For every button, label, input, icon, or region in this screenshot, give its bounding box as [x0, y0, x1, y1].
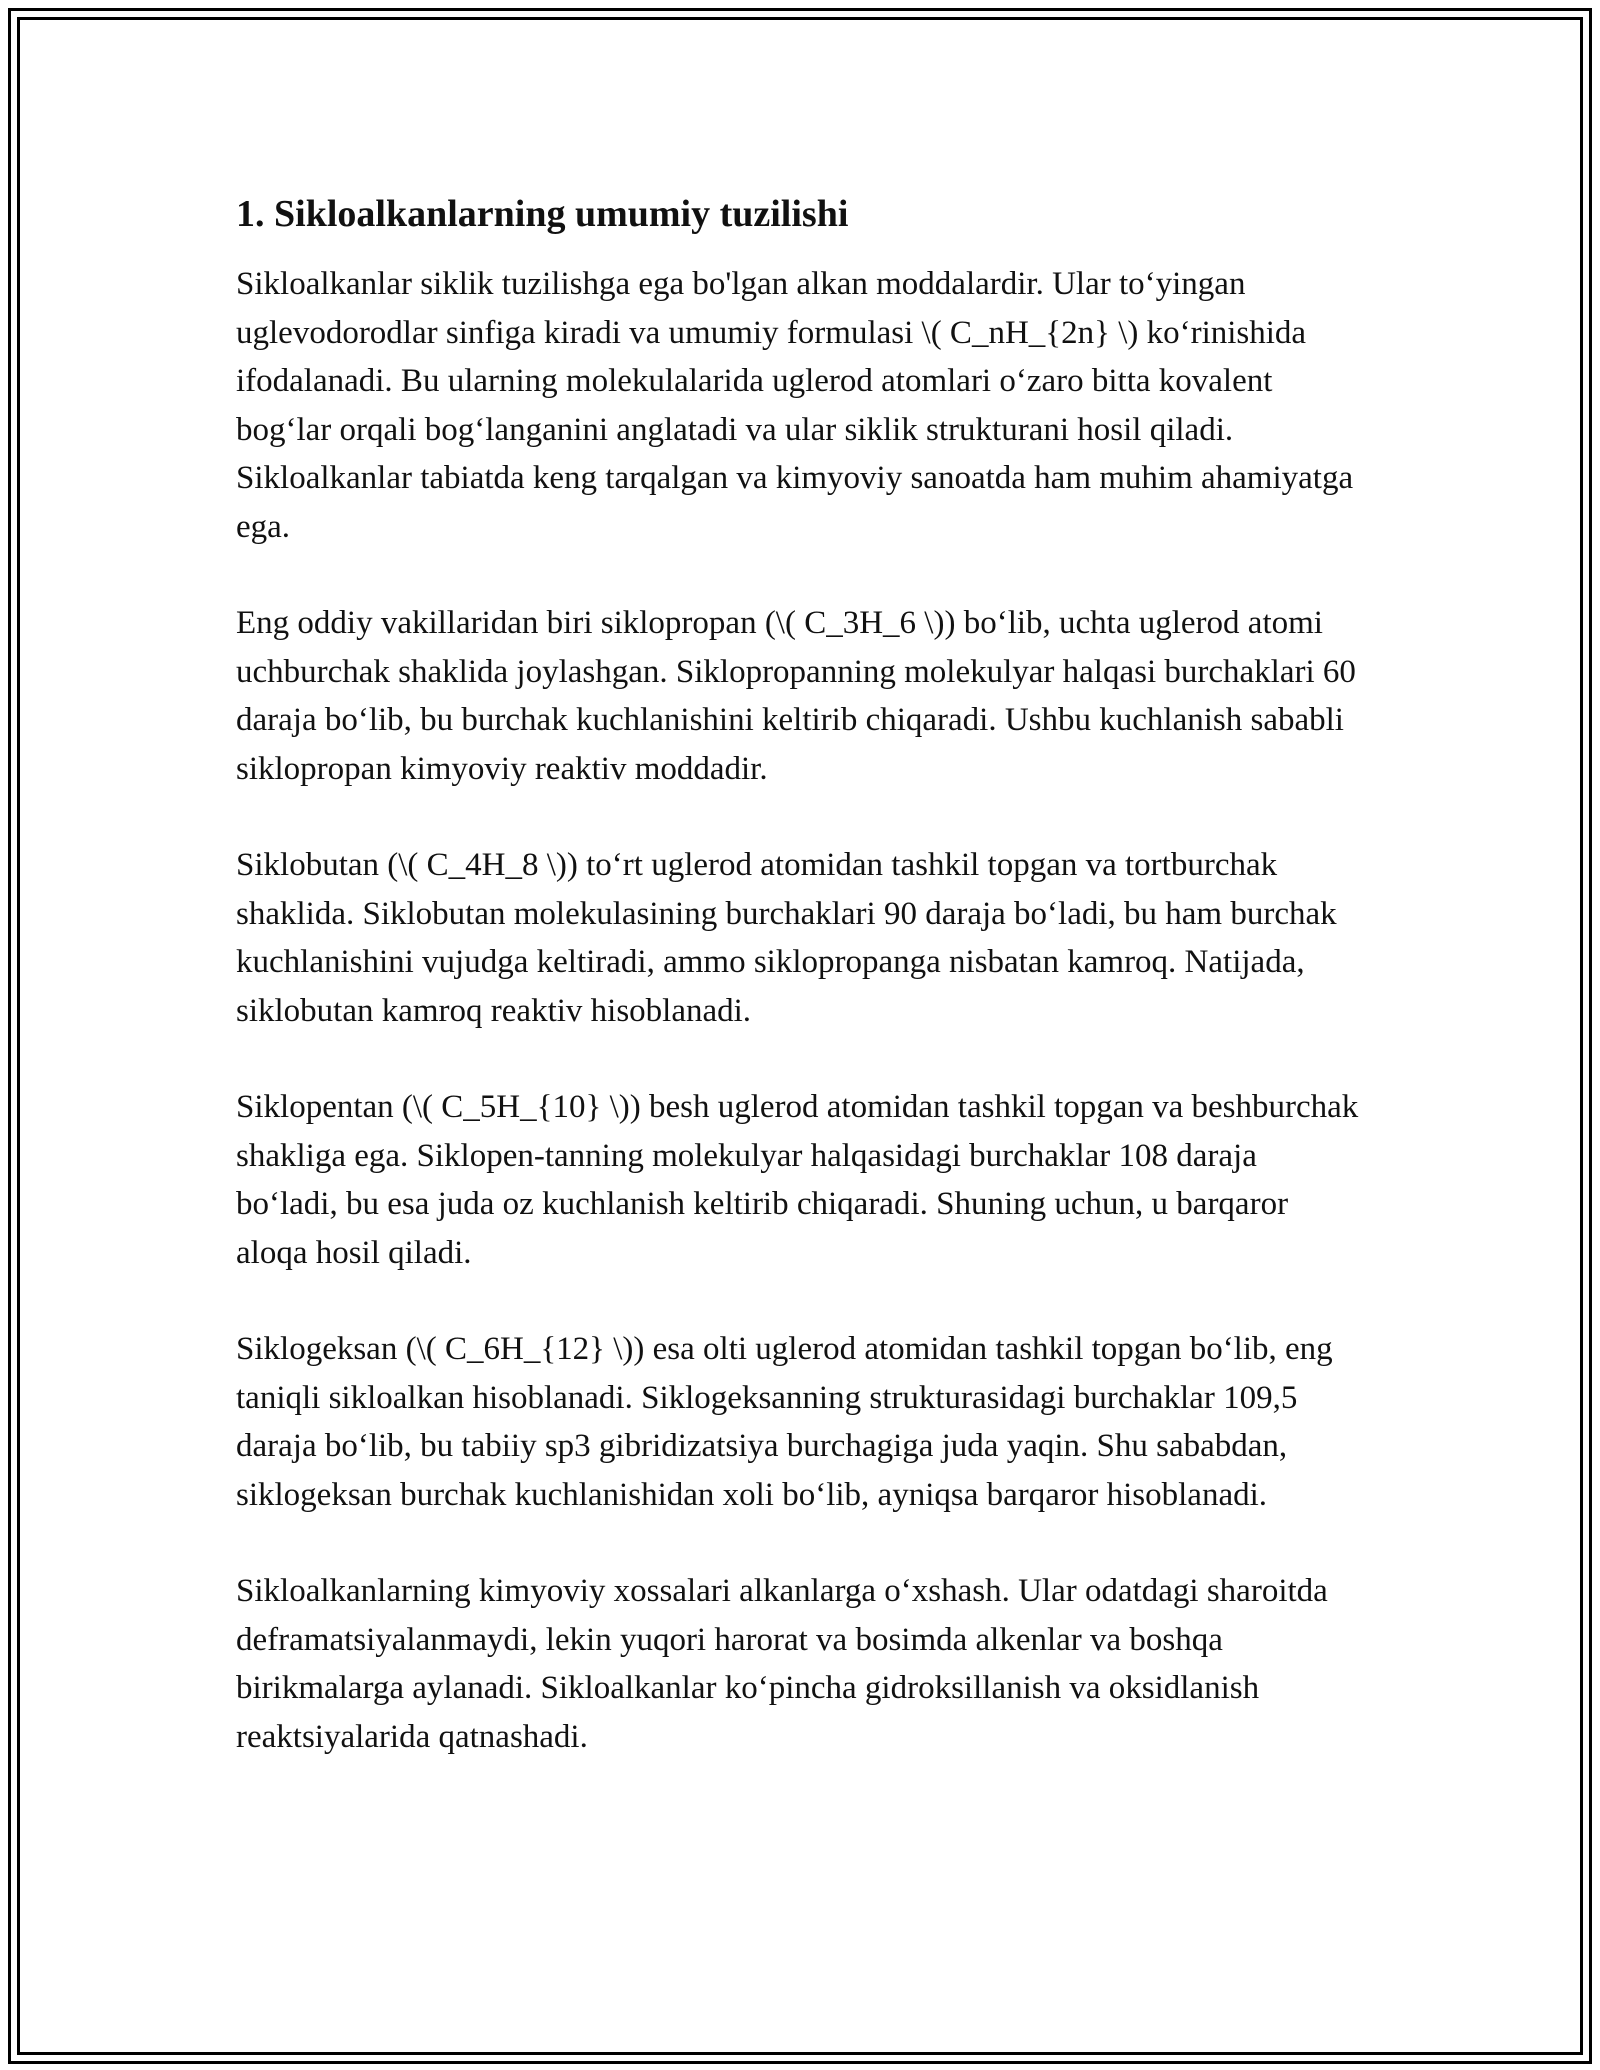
paragraph-general-structure: Sikloalkanlar siklik tuzilishga ega bo'lgan alkan moddalardir. Ular to‘yingan uglevodorodlar sinfiga kiradi va umumiy formulasi \( C_nH_{2n} \) ko‘rinishida ifodalanadi. Bu ularning molekulalarida uglerod atomlari o‘zaro bitta kovalent bog‘lar orqali bog‘langanini anglatadi va ular siklik strukturani hosil qiladi. Sikloalkanlar tabiatda keng tarqalgan va kimyoviy sanoatda ham muhim ahamiyatga ega. [236, 266, 1354, 545]
paragraph-cyclohexane: Siklogeksan (\( C_6H_{12} \)) esa olti uglerod atomidan tashkil topgan bo‘lib, eng taniqli sikloalkan hisoblanadi. Siklogeksanning strukturasidagi burchaklar 109,5 daraja bo‘lib, bu tabiiy sp3 gibridizatsiya burchagiga juda yaqin. Shu sababdan, siklogeksan burchak kuchlanishidan xoli bo‘lib, ayniqsa barqaror hisoblanadi. [236, 1331, 1333, 1513]
paragraph-cyclobutane: Siklobutan (\( C_4H_8 \)) to‘rt uglerod atomidan tashkil topgan va tortburchak shaklida. Siklobutan molekulasining burchaklari 90 daraja bo‘ladi, bu ham burchak kuchlanishini vujudga keltiradi, ammo siklopropanga nisbatan kamroq. Natijada, siklobutan kamroq reaktiv hisoblanadi. [236, 847, 1337, 1029]
document-body [236, 188, 1366, 1809]
paragraph-cyclopentane: Siklopentan (\( C_5H_{10} \)) besh uglerod atomidan tashkil topgan va beshburchak shakliga ega. Siklopen-tanning molekulyar halqasidagi burchaklar 108 daraja bo‘ladi, bu esa juda oz kuchlanish keltirib chiqaradi. Shuning uchun, u barqaror aloqa hosil qiladi. [236, 1089, 1359, 1271]
paragraph-chemical-properties: Sikloalkanlarning kimyoviy xossalari alkanlarga o‘xshash. Ular odatdagi sharoitda deframatsiyalanmaydi, lekin yuqori harorat va bosimda alkenlar va boshqa birikmalarga aylanadi. Sikloalkanlar ko‘pincha gidroksillanish va oksidlanish reaktsiyalarida qatnashadi. [236, 1573, 1328, 1755]
section-heading: 1. Sikloalkanlarning umumiy tuzilishi [236, 193, 849, 235]
paragraph-cyclopropane: Eng oddiy vakillaridan biri siklopropan (\( C_3H_6 \)) bo‘lib, uchta uglerod atomi uchburchak shaklida joylashgan. Siklopropanning molekulyar halqasi burchaklari 60 daraja bo‘lib, bu burchak kuchlanishini keltirib chiqaradi. Ushbu kuchlanish sababli siklopropan kimyoviy reaktiv moddadir. [236, 605, 1356, 787]
